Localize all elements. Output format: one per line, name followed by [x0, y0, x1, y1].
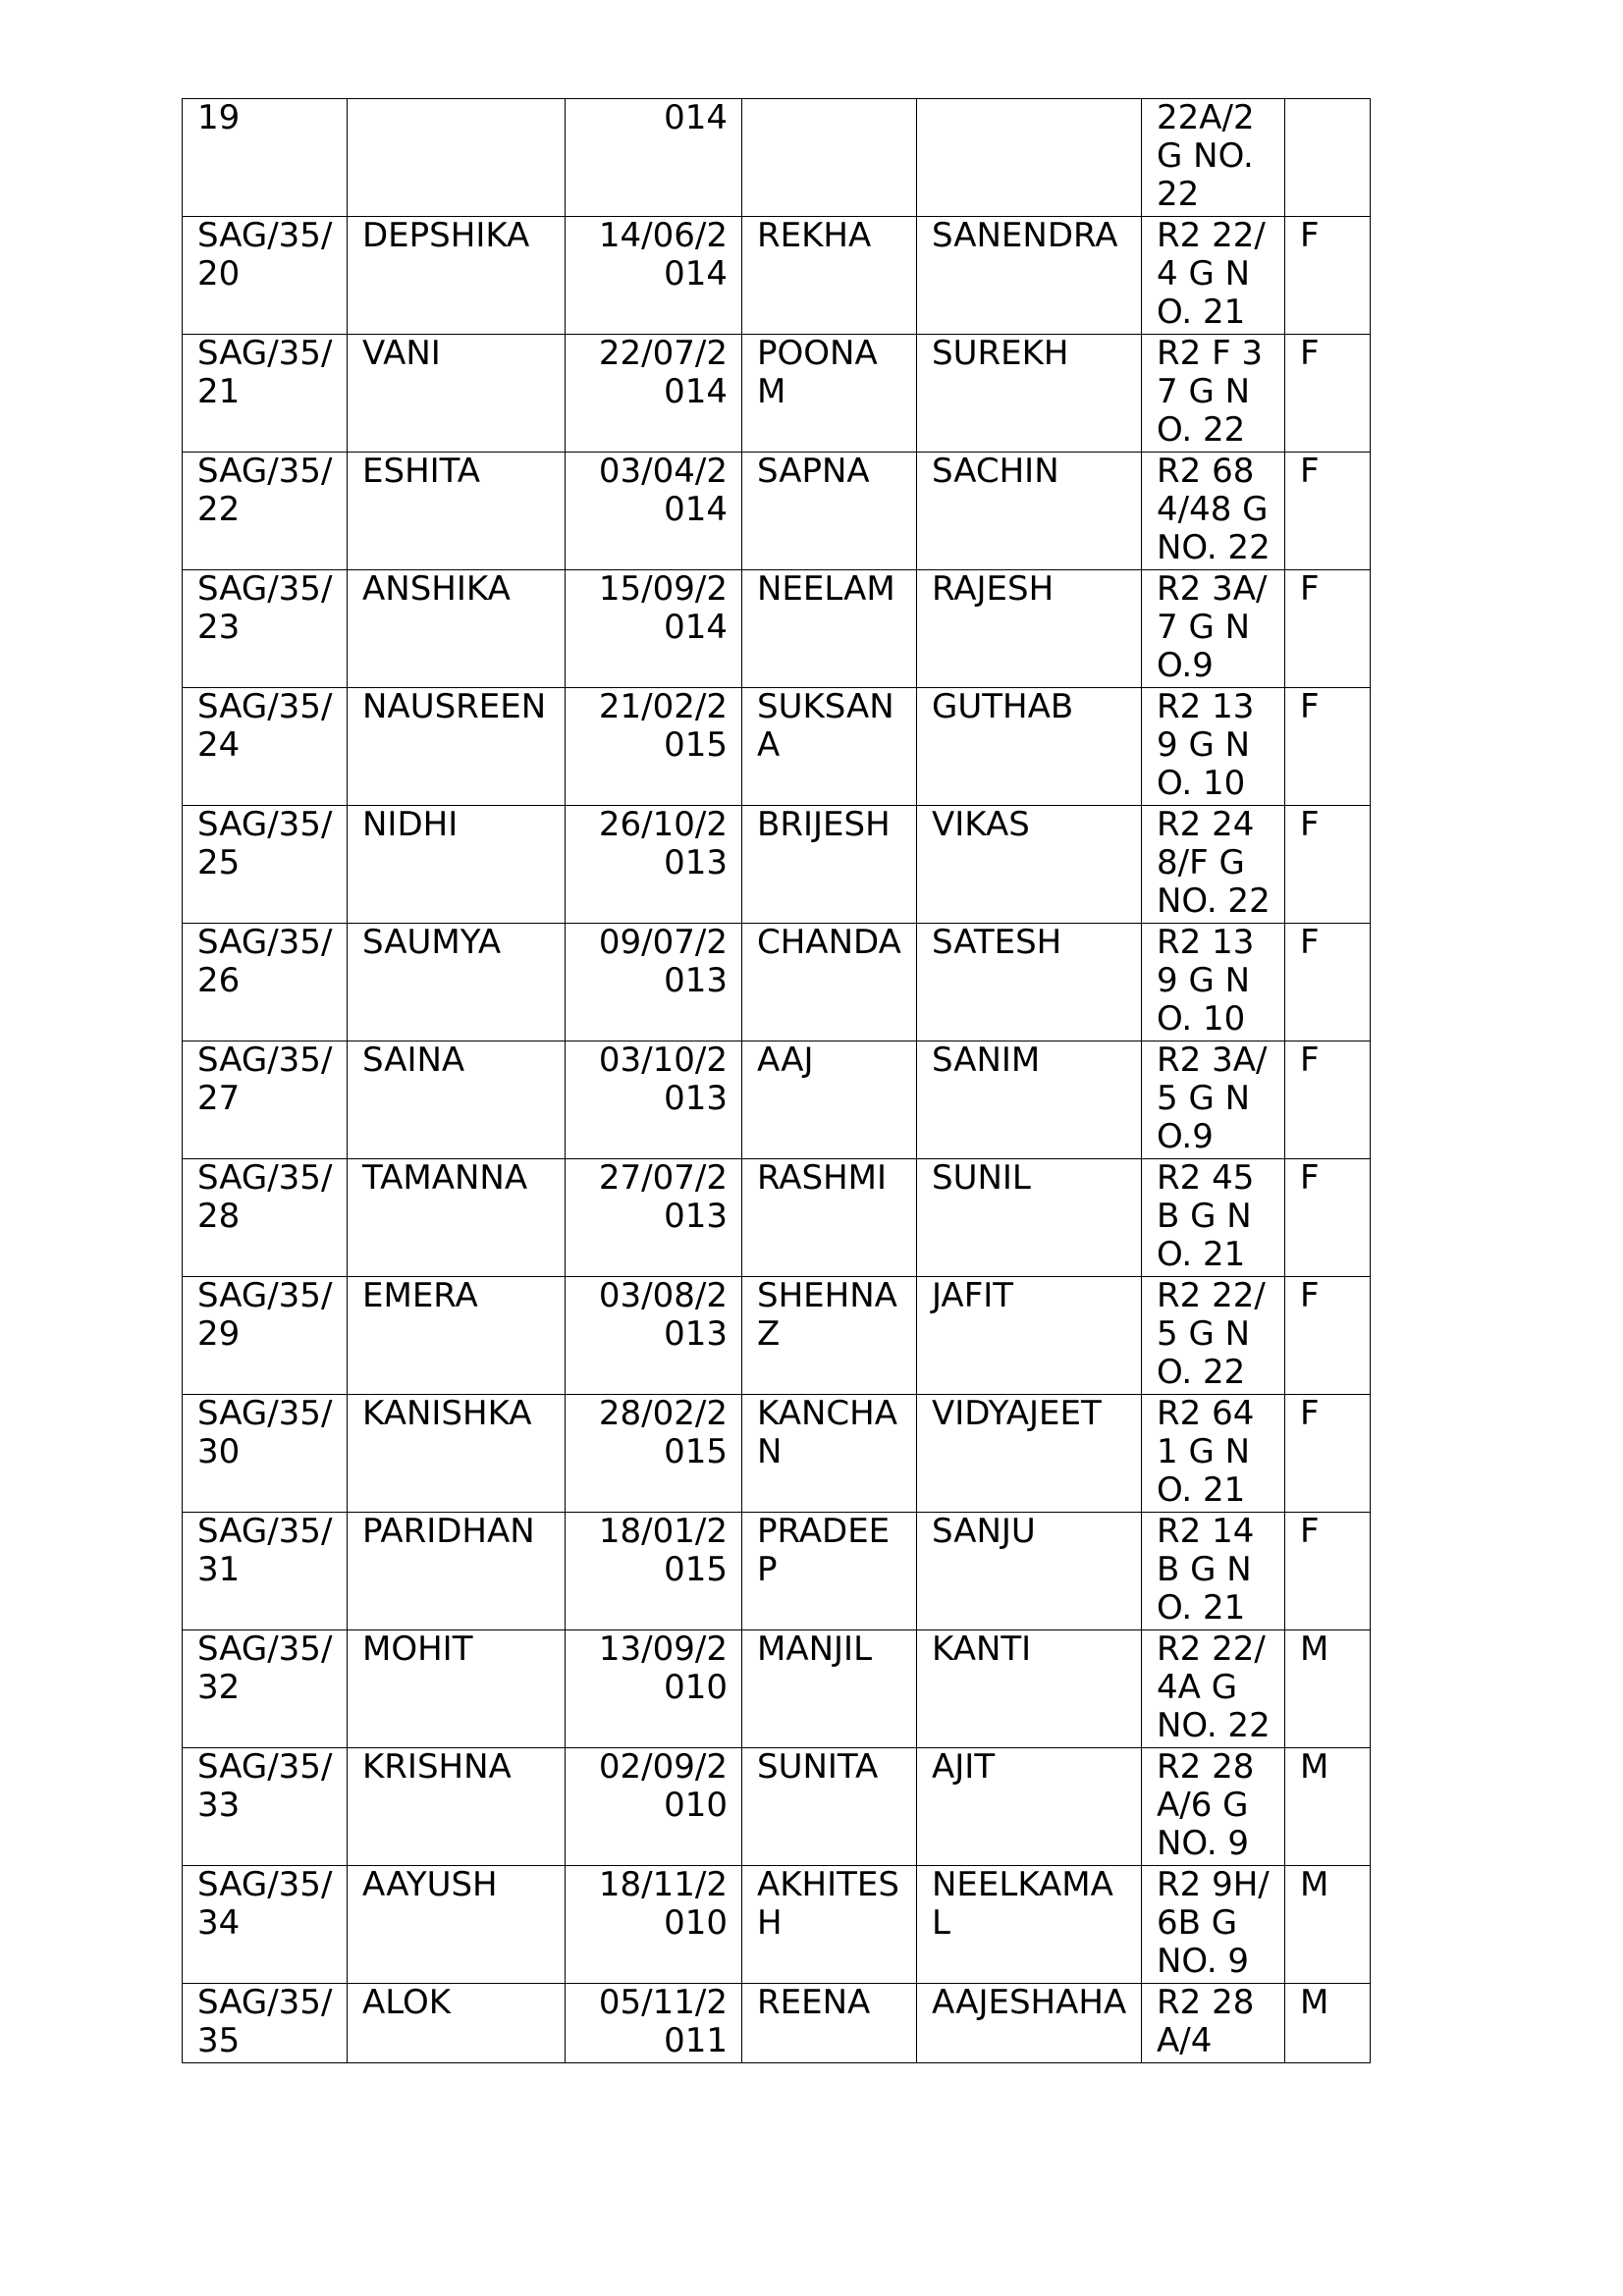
father-name-cell: SANIM — [917, 1041, 1142, 1159]
father-name-cell: SANENDRA — [917, 217, 1142, 335]
gender-cell: F — [1285, 570, 1371, 688]
date-of-birth-cell: 18/11/2010 — [566, 1866, 742, 1984]
student-name-cell: PARIDHAN — [348, 1513, 566, 1630]
date-of-birth-cell: 03/10/2013 — [566, 1041, 742, 1159]
mother-name-cell: REENA — [742, 1984, 917, 2063]
gender-cell: F — [1285, 688, 1371, 806]
serial-number-cell: SAG/35/23 — [183, 570, 348, 688]
date-of-birth-cell: 02/09/2010 — [566, 1748, 742, 1866]
table-body — [183, 99, 1371, 2063]
table-row — [183, 1630, 1371, 1748]
address-cell: R2 22/4A G NO. 22 — [1142, 1630, 1285, 1748]
student-name-cell: ESHITA — [348, 453, 566, 570]
mother-name-cell: CHANDA — [742, 924, 917, 1041]
mother-name-cell: AAJ — [742, 1041, 917, 1159]
serial-number-cell: SAG/35/26 — [183, 924, 348, 1041]
gender-cell: F — [1285, 1513, 1371, 1630]
table-row — [183, 1866, 1371, 1984]
gender-cell: F — [1285, 1159, 1371, 1277]
address-cell: R2 F 37 G NO. 22 — [1142, 335, 1285, 453]
mother-name-cell: POONAM — [742, 335, 917, 453]
date-of-birth-cell: 21/02/2015 — [566, 688, 742, 806]
mother-name-cell: RASHMI — [742, 1159, 917, 1277]
serial-number-cell: SAG/35/20 — [183, 217, 348, 335]
father-name-cell: VIKAS — [917, 806, 1142, 924]
student-name-cell: AAYUSH — [348, 1866, 566, 1984]
table-row — [183, 453, 1371, 570]
address-cell: R2 22/5 G NO. 22 — [1142, 1277, 1285, 1395]
table-row — [183, 1748, 1371, 1866]
address-cell: R2 641 G NO. 21 — [1142, 1395, 1285, 1513]
table-row — [183, 1277, 1371, 1395]
mother-name-cell: SUNITA — [742, 1748, 917, 1866]
student-name-cell: KRISHNA — [348, 1748, 566, 1866]
gender-cell: F — [1285, 1395, 1371, 1513]
father-name-cell: NEELKAMAL — [917, 1866, 1142, 1984]
table-row — [183, 1159, 1371, 1277]
mother-name-cell: BRIJESH — [742, 806, 917, 924]
student-name-cell: ANSHIKA — [348, 570, 566, 688]
serial-number-cell: SAG/35/31 — [183, 1513, 348, 1630]
address-cell: R2 9H/6B G NO. 9 — [1142, 1866, 1285, 1984]
address-cell: 22A/2 G NO. 22 — [1142, 99, 1285, 217]
mother-name-cell: MANJIL — [742, 1630, 917, 1748]
table-row — [183, 335, 1371, 453]
table-row — [183, 99, 1371, 217]
student-name-cell: TAMANNA — [348, 1159, 566, 1277]
mother-name-cell: SUKSANA — [742, 688, 917, 806]
date-of-birth-cell: 22/07/2014 — [566, 335, 742, 453]
father-name-cell: KANTI — [917, 1630, 1142, 1748]
date-of-birth-cell: 18/01/2015 — [566, 1513, 742, 1630]
date-of-birth-cell: 26/10/2013 — [566, 806, 742, 924]
student-name-cell: ALOK — [348, 1984, 566, 2063]
date-of-birth-cell: 05/11/2011 — [566, 1984, 742, 2063]
mother-name-cell: NEELAM — [742, 570, 917, 688]
serial-number-cell: SAG/35/34 — [183, 1866, 348, 1984]
date-of-birth-cell: 15/09/2014 — [566, 570, 742, 688]
address-cell: R2 45 B G NO. 21 — [1142, 1159, 1285, 1277]
mother-name-cell: SAPNA — [742, 453, 917, 570]
mother-name-cell: KANCHAN — [742, 1395, 917, 1513]
gender-cell: F — [1285, 453, 1371, 570]
father-name-cell: AJIT — [917, 1748, 1142, 1866]
gender-cell: M — [1285, 1866, 1371, 1984]
date-of-birth-cell: 014 — [566, 99, 742, 217]
date-of-birth-cell: 27/07/2013 — [566, 1159, 742, 1277]
father-name-cell: AAJESHAHA — [917, 1984, 1142, 2063]
serial-number-cell: SAG/35/27 — [183, 1041, 348, 1159]
address-cell: R2 248/F G NO. 22 — [1142, 806, 1285, 924]
gender-cell: F — [1285, 924, 1371, 1041]
gender-cell: F — [1285, 1041, 1371, 1159]
father-name-cell: SACHIN — [917, 453, 1142, 570]
gender-cell: F — [1285, 335, 1371, 453]
table-row — [183, 688, 1371, 806]
father-name-cell: SUREKH — [917, 335, 1142, 453]
gender-cell: F — [1285, 806, 1371, 924]
date-of-birth-cell: 03/04/2014 — [566, 453, 742, 570]
gender-cell: F — [1285, 217, 1371, 335]
serial-number-cell: SAG/35/32 — [183, 1630, 348, 1748]
serial-number-cell: SAG/35/33 — [183, 1748, 348, 1866]
mother-name-cell: AKHITESH — [742, 1866, 917, 1984]
father-name-cell: SATESH — [917, 924, 1142, 1041]
date-of-birth-cell: 09/07/2013 — [566, 924, 742, 1041]
serial-number-cell: 19 — [183, 99, 348, 217]
gender-cell: M — [1285, 1984, 1371, 2063]
date-of-birth-cell: 13/09/2010 — [566, 1630, 742, 1748]
date-of-birth-cell: 14/06/2014 — [566, 217, 742, 335]
table-row — [183, 1395, 1371, 1513]
table-row — [183, 1984, 1371, 2063]
table-row — [183, 570, 1371, 688]
student-name-cell: NAUSREEN — [348, 688, 566, 806]
serial-number-cell: SAG/35/25 — [183, 806, 348, 924]
serial-number-cell: SAG/35/35 — [183, 1984, 348, 2063]
father-name-cell — [917, 99, 1142, 217]
father-name-cell: GUTHAB — [917, 688, 1142, 806]
student-name-cell — [348, 99, 566, 217]
address-cell: R2 139 G NO. 10 — [1142, 924, 1285, 1041]
mother-name-cell: SHEHNAZ — [742, 1277, 917, 1395]
table-row — [183, 217, 1371, 335]
address-cell: R2 28A/4 — [1142, 1984, 1285, 2063]
table-row — [183, 806, 1371, 924]
serial-number-cell: SAG/35/22 — [183, 453, 348, 570]
student-name-cell: VANI — [348, 335, 566, 453]
address-cell: R2 22/4 G NO. 21 — [1142, 217, 1285, 335]
address-cell: R2 28A/6 G NO. 9 — [1142, 1748, 1285, 1866]
serial-number-cell: SAG/35/28 — [183, 1159, 348, 1277]
date-of-birth-cell: 28/02/2015 — [566, 1395, 742, 1513]
student-name-cell: MOHIT — [348, 1630, 566, 1748]
student-name-cell: DEPSHIKA — [348, 217, 566, 335]
address-cell: R2 3A/5 G NO.9 — [1142, 1041, 1285, 1159]
serial-number-cell: SAG/35/29 — [183, 1277, 348, 1395]
mother-name-cell: REKHA — [742, 217, 917, 335]
father-name-cell: RAJESH — [917, 570, 1142, 688]
gender-cell: F — [1285, 1277, 1371, 1395]
student-records-table — [182, 98, 1371, 2063]
father-name-cell: SUNIL — [917, 1159, 1142, 1277]
address-cell: R2 684/48 G NO. 22 — [1142, 453, 1285, 570]
gender-cell — [1285, 99, 1371, 217]
address-cell: R2 3A/7 G NO.9 — [1142, 570, 1285, 688]
address-cell: R2 139 G NO. 10 — [1142, 688, 1285, 806]
mother-name-cell: PRADEEP — [742, 1513, 917, 1630]
mother-name-cell — [742, 99, 917, 217]
serial-number-cell: SAG/35/30 — [183, 1395, 348, 1513]
student-name-cell: SAUMYA — [348, 924, 566, 1041]
student-name-cell: KANISHKA — [348, 1395, 566, 1513]
student-name-cell: NIDHI — [348, 806, 566, 924]
father-name-cell: VIDYAJEET — [917, 1395, 1142, 1513]
father-name-cell: JAFIT — [917, 1277, 1142, 1395]
student-name-cell: EMERA — [348, 1277, 566, 1395]
student-name-cell: SAINA — [348, 1041, 566, 1159]
gender-cell: M — [1285, 1748, 1371, 1866]
date-of-birth-cell: 03/08/2013 — [566, 1277, 742, 1395]
father-name-cell: SANJU — [917, 1513, 1142, 1630]
address-cell: R2 14 B G NO. 21 — [1142, 1513, 1285, 1630]
table-row — [183, 1513, 1371, 1630]
table-row — [183, 924, 1371, 1041]
gender-cell: M — [1285, 1630, 1371, 1748]
serial-number-cell: SAG/35/21 — [183, 335, 348, 453]
serial-number-cell: SAG/35/24 — [183, 688, 348, 806]
table-row — [183, 1041, 1371, 1159]
